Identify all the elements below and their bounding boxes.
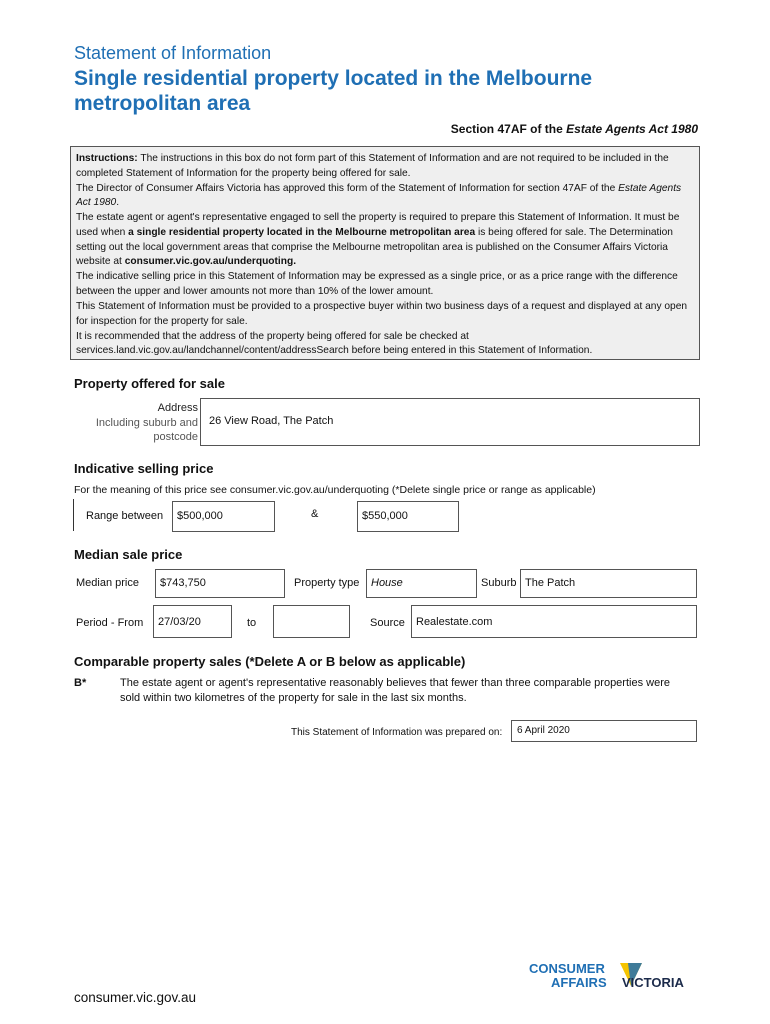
form-supertitle: Statement of Information: [74, 43, 272, 63]
instructions-p2-act: Estate Agents Act 1980: [76, 182, 682, 209]
price-low-field[interactable]: $500,000: [172, 501, 275, 532]
address-field[interactable]: 26 View Road, The Patch: [200, 398, 700, 446]
source-label: Source: [370, 617, 405, 629]
consumer-affairs-victoria-logo: [528, 960, 703, 1010]
underquoting-link[interactable]: consumer.vic.gov.au/underquoting.: [124, 256, 297, 268]
address-label-line3: postcode: [153, 431, 198, 443]
title-line-2: metropolitan area: [74, 92, 251, 115]
comparable-heading: Comparable property sales (*Delete A or B below as applicable): [74, 654, 466, 669]
instructions-p3-text1: The estate agent or agent's representative engaged to sell the property is required to prepare this Statement of Information. It must be used when: [76, 212, 680, 238]
comparable-text: The estate agent or agent's representative reasonably believes that fewer than three comparable properties were sold within two kilometres of the property for sale in the last six months.: [120, 677, 670, 704]
instructions-p3: [76, 211, 694, 269]
comparable-option-b: B*: [74, 677, 87, 689]
page-title: [74, 66, 714, 116]
prepared-date-field[interactable]: 6 April 2020: [511, 720, 697, 742]
period-to-field[interactable]: [273, 605, 350, 638]
instructions-p3-bold: a single residential property located in the Melbourne metropolitan area: [128, 226, 476, 238]
instructions-p2-end: .: [116, 197, 120, 209]
title-line-1: Single residential property located in the Melbourne: [74, 67, 593, 90]
suburb-field[interactable]: The Patch: [520, 569, 697, 598]
period-from-field[interactable]: 27/03/20: [153, 605, 232, 638]
instructions-p2-text: The Director of Consumer Affairs Victoria has approved this form of the Statement of Information for section 47AF of the: [76, 182, 619, 194]
logo-word: VICTORIA: [622, 975, 684, 990]
instructions-p5: This Statement of Information must be provided to a prospective buyer within two business days of a request and displayed at any open for inspection for the property for sale.: [76, 300, 688, 327]
instructions-label: Instructions:: [76, 153, 138, 164]
address-label: [80, 401, 198, 445]
price-divider: [73, 499, 74, 531]
property-type-label: Property type: [294, 577, 360, 589]
prepared-label: This Statement of Information was prepared on:: [291, 727, 503, 738]
period-from-label: Period - From: [76, 617, 144, 629]
property-type-field[interactable]: House: [366, 569, 477, 598]
address-label-line2: Including suburb and: [95, 416, 198, 429]
address-label-line1: Address: [157, 402, 198, 414]
range-label: Range between: [86, 510, 164, 522]
instructions-p3-text2: is being offered for sale. The Determination setting out the local government areas that comprise the Melbourne metropolitan area is published on the Consumer Affairs Victoria website at: [76, 226, 673, 268]
instructions-p2: [76, 182, 694, 211]
price-heading: Indicative selling price: [74, 461, 214, 476]
period-to-label: to: [247, 617, 257, 629]
range-ampersand: &: [311, 508, 319, 520]
source-field[interactable]: Realestate.com: [411, 605, 697, 638]
footer-url[interactable]: consumer.vic.gov.au: [74, 990, 197, 1005]
price-note: For the meaning of this price see consumer.vic.gov.au/underquoting (*Delete single price or range as applicable): [74, 484, 596, 496]
section-reference: [451, 122, 698, 136]
median-heading: Median sale price: [74, 547, 183, 562]
instructions-box: [70, 146, 700, 360]
property-heading: Property offered for sale: [74, 376, 225, 391]
logo-line2: AFFAIRS: [551, 975, 607, 990]
instructions-p1-text: The instructions in this box do not form part of this Statement of Information and are not required to be included in the completed Statement of Information for the property being offered for sale.: [76, 153, 669, 179]
logo-line1: CONSUMER: [529, 961, 605, 976]
instructions-p1: [76, 152, 694, 181]
price-high-field[interactable]: $550,000: [357, 501, 459, 532]
instructions-p4: The indicative selling price in this Statement of Information may be expressed as a single price, or as a price range with the difference between the upper and lower amounts not more than 10% of the lower amount.: [76, 271, 678, 297]
suburb-label: Suburb: [481, 577, 517, 589]
section-act: Estate Agents Act 1980: [566, 122, 698, 136]
median-price-field[interactable]: $743,750: [155, 569, 285, 598]
median-price-label: Median price: [76, 577, 139, 589]
instructions-p6: It is recommended that the address of the property being offered for sale be checked at services.land.vic.gov.au/landchannel/content/addressSearch before being entered in this Statement of Information.: [76, 330, 593, 357]
section-prefix: Section 47AF of the: [450, 122, 567, 136]
